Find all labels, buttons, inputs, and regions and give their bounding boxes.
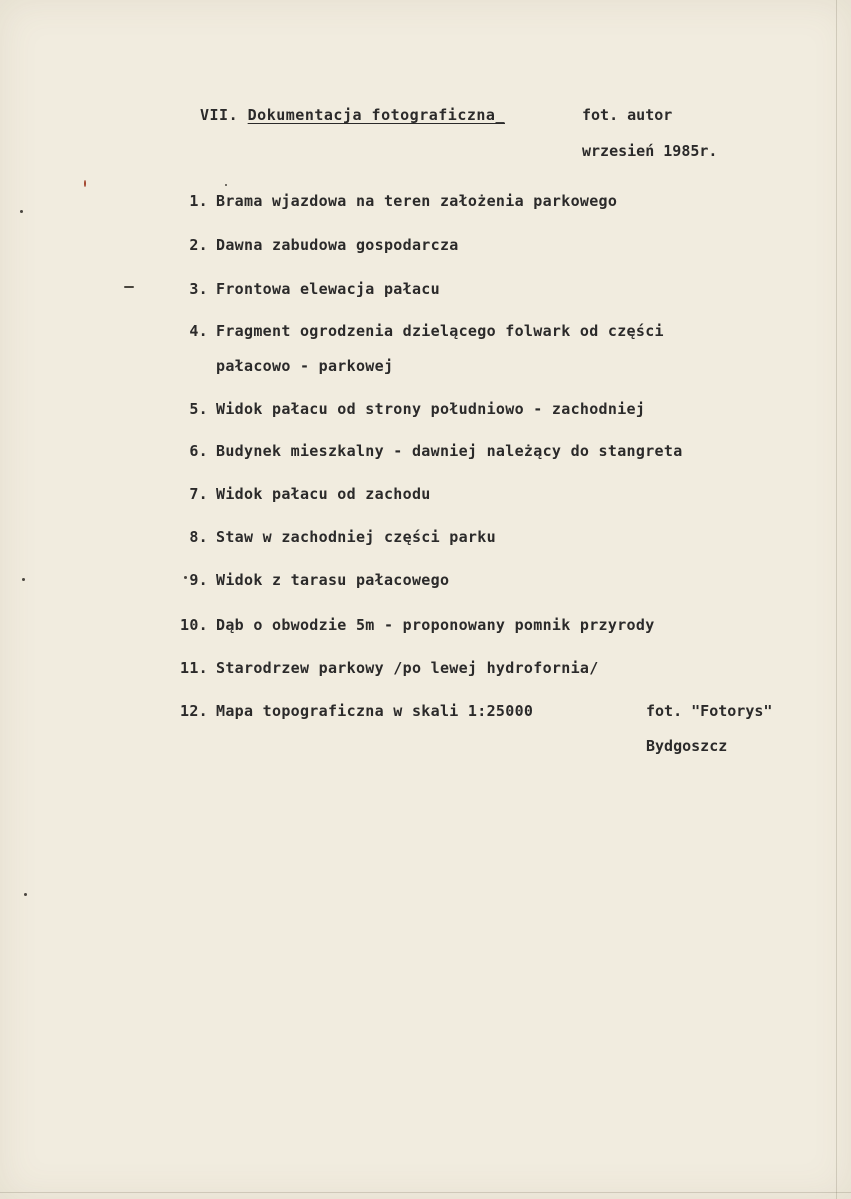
ink-speck [24,893,27,896]
item-number: 8. [189,528,208,546]
page-edge-bottom [0,1192,851,1193]
item-text: Frontowa elewacja pałacu [216,280,440,298]
list-item [170,192,617,210]
ink-dash [124,286,134,288]
ink-speck [22,578,25,581]
item-number: 9. [189,571,208,589]
list-item [170,322,664,340]
list-item [170,528,496,546]
list-item [170,280,440,298]
list-item [170,702,533,720]
item-text: Dąb o obwodzie 5m - proponowany pomnik przyrody [216,616,655,634]
item-text: Starodrzew parkowy /po lewej hydrofornia/ [216,659,599,677]
item-text: Widok z tarasu pałacowego [216,571,450,589]
section-number: VII. [200,106,239,124]
item-text: Dawna zabudowa gospodarcza [216,236,459,254]
ink-speck [20,210,23,213]
list-item-continuation: pałacowo - parkowej [216,357,394,375]
item-number: 2. [189,236,208,254]
photo-credit-date: wrzesień 1985r. [582,142,718,160]
ink-speck [225,184,227,186]
item-text: Fragment ogrodzenia dzielącego folwark od części [216,322,664,340]
item-text: Staw w zachodniej części parku [216,528,496,546]
item-text: Brama wjazdowa na teren założenia parkowego [216,192,618,210]
ink-mark [84,180,86,187]
item-number: 12. [180,702,208,720]
map-credit-source: fot. "Fotorys" [646,702,773,720]
list-item [170,659,599,677]
item-number: 11. [180,659,208,677]
map-credit-city: Bydgoszcz [646,737,728,755]
list-item [170,485,431,503]
item-number: 10. [180,616,208,634]
photo-credit-author: fot. autor [582,106,673,124]
list-item [170,442,683,460]
item-number: 5. [189,400,208,418]
section-heading [200,106,505,124]
item-number: 6. [189,442,208,460]
item-number: 7. [189,485,208,503]
item-number: 3. [189,280,208,298]
item-text: Mapa topograficzna w skali 1:25000 [216,702,534,720]
item-text: Widok pałacu od strony południowo - zachodniej [216,400,646,418]
item-number: 4. [189,322,208,340]
list-item [170,616,655,634]
page-edge-right [836,0,837,1199]
section-title: Dokumentacja fotograficzna_ [247,106,505,124]
list-item [170,571,449,589]
list-item [170,236,459,254]
item-number: 1. [189,192,208,210]
item-text: Widok pałacu od zachodu [216,485,431,503]
item-text: Budynek mieszkalny - dawniej należący do stangreta [216,442,683,460]
list-item [170,400,645,418]
